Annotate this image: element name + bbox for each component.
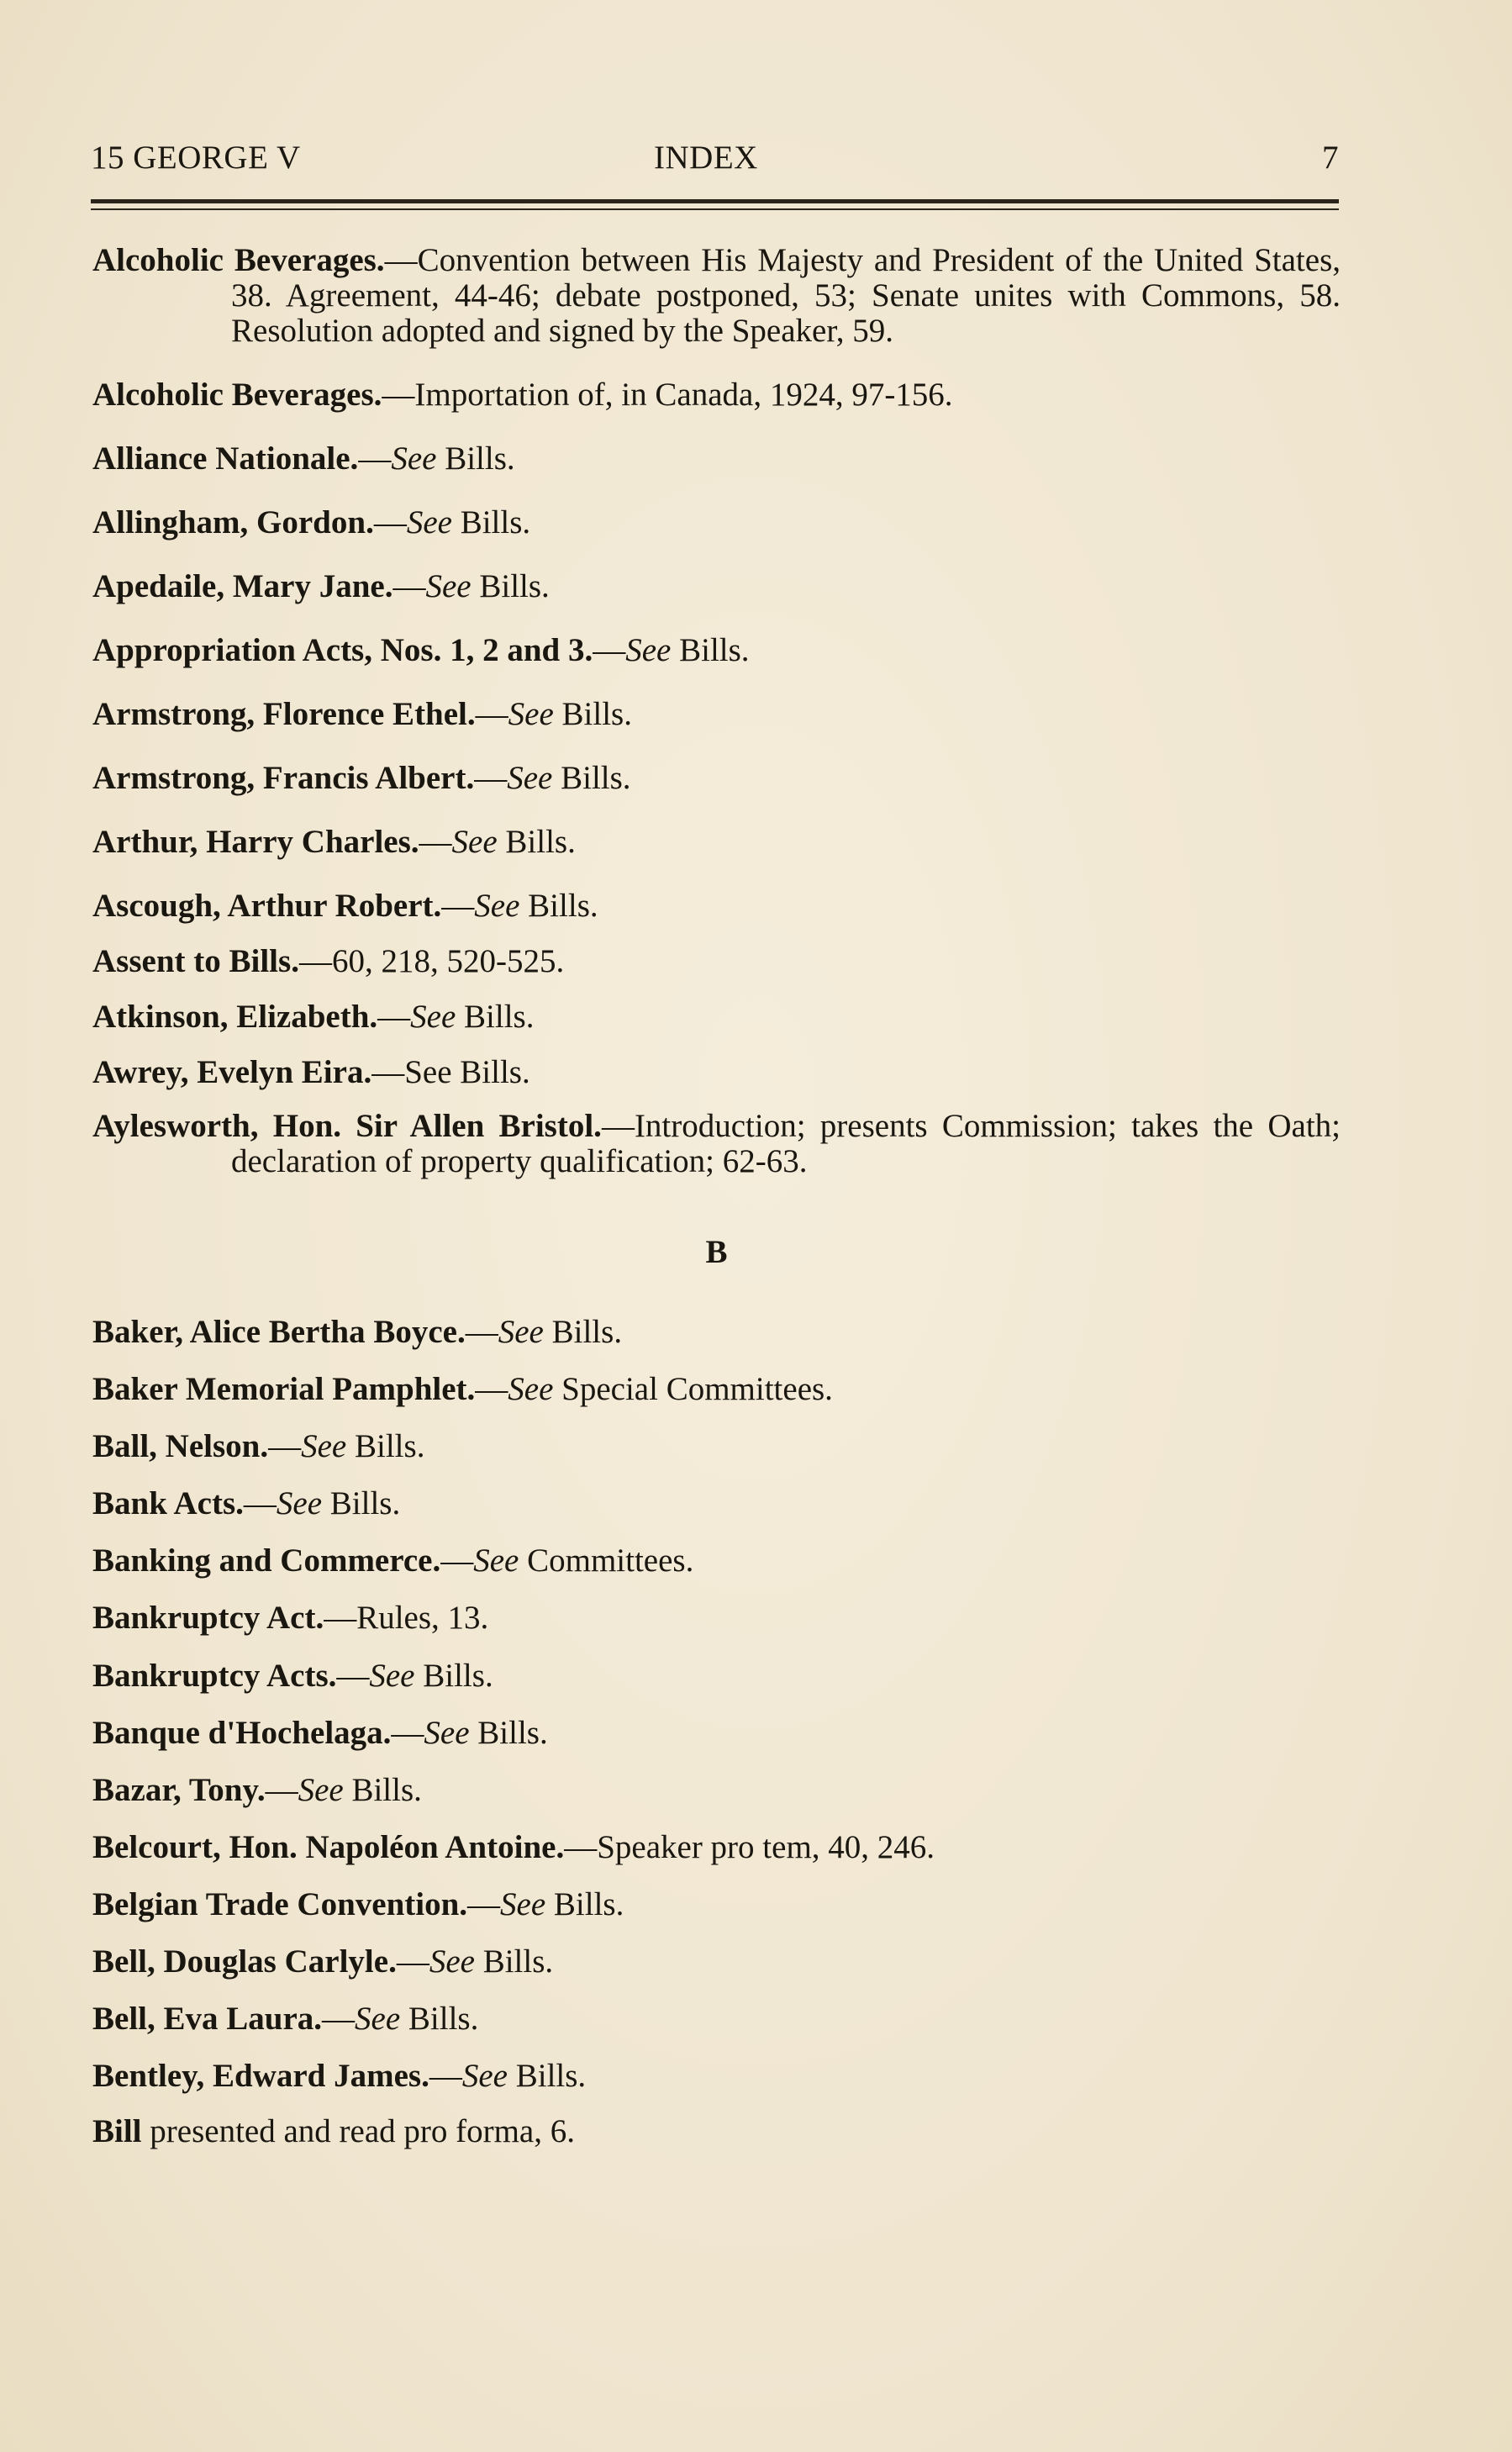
index-entry	[92, 1600, 1341, 1636]
entry-dash: —	[358, 440, 392, 477]
entry-text: Introduction; presents Commission; takes the Oath; declaration of property qualification; 62-63.	[231, 1108, 1341, 1179]
running-head-session: 15 GEORGE V	[91, 140, 301, 176]
entry-text: Bills.	[469, 1715, 548, 1751]
index-entry	[92, 441, 1341, 477]
page-number: 7	[1322, 140, 1339, 176]
entry-heading: Ball, Nelson.	[92, 1428, 269, 1464]
section-a-entries	[92, 243, 1341, 1179]
entry-heading: Baker Memorial Pamphlet.	[92, 1371, 476, 1407]
entry-dash: —	[371, 1054, 405, 1090]
entry-heading: Armstrong, Florence Ethel.	[92, 696, 476, 732]
see-reference: See	[410, 999, 456, 1035]
entry-text: presented and read pro forma, 6.	[141, 2113, 575, 2149]
index-entry	[92, 505, 1341, 540]
index-entry	[92, 1887, 1341, 1922]
entry-dash: —	[298, 943, 332, 979]
entry-dash: —	[392, 568, 426, 604]
see-reference: See	[355, 2001, 401, 2037]
entry-text: Bills.	[456, 999, 535, 1035]
entry-heading: Bell, Eva Laura.	[92, 2001, 323, 2037]
entry-dash: —	[419, 824, 452, 860]
entry-dash: —	[373, 504, 407, 540]
index-entry	[92, 999, 1341, 1035]
entry-dash: —	[467, 1886, 501, 1922]
see-reference: See	[425, 568, 472, 604]
entry-dash: —	[564, 1829, 598, 1865]
index-entry	[92, 569, 1341, 604]
entry-text: Bills.	[671, 632, 750, 668]
entry-heading: Alliance Nationale.	[92, 440, 359, 477]
entry-heading: Bell, Douglas Carlyle.	[92, 1943, 397, 1980]
entry-dash: —	[474, 760, 508, 796]
entry-text: Bills.	[497, 824, 576, 860]
running-head	[91, 139, 1339, 181]
entry-text: 60, 218, 520-525.	[331, 943, 565, 979]
see-reference: See	[451, 824, 498, 860]
index-entry	[92, 1830, 1341, 1865]
index-entry	[92, 1055, 1341, 1090]
entry-heading: Bentley, Edward James.	[92, 2058, 429, 2094]
entry-text: Bills.	[543, 1314, 623, 1350]
entry-dash: —	[601, 1108, 635, 1144]
entry-heading: Ascough, Arthur Robert.	[92, 888, 442, 924]
entry-text: Bills.	[414, 1658, 493, 1694]
index-entry	[92, 1486, 1341, 1521]
entry-dash: —	[429, 2058, 462, 2094]
index-entry	[92, 377, 1341, 413]
entry-heading: Alcoholic Beverages.	[92, 242, 385, 278]
entry-text: Bills.	[400, 2001, 479, 2037]
entry-dash: —	[382, 377, 415, 413]
entry-dash: —	[243, 1485, 277, 1521]
see-reference: See	[625, 632, 672, 668]
entry-text: Rules, 13.	[356, 1600, 489, 1636]
entry-heading: Awrey, Evelyn Eira.	[92, 1054, 372, 1090]
index-entry	[92, 889, 1341, 924]
see-reference: See	[508, 696, 554, 732]
index-entry	[92, 1543, 1341, 1579]
index-entry	[92, 1372, 1341, 1407]
see-reference: See	[391, 440, 437, 477]
see-reference: See	[301, 1428, 347, 1464]
entry-text: Bills.	[553, 696, 632, 732]
entry-text: Bills.	[519, 888, 598, 924]
entry-text: Bills.	[451, 504, 531, 540]
entry-dash: —	[465, 1314, 498, 1350]
entry-heading: Banking and Commerce.	[92, 1542, 441, 1579]
index-entry	[92, 2114, 1341, 2149]
see-reference: See	[298, 1772, 344, 1808]
entry-dash: —	[322, 2001, 356, 2037]
see-reference: See	[500, 1886, 546, 1922]
section-b-entries	[92, 1315, 1341, 2094]
entry-text: Bills.	[552, 760, 631, 796]
running-head-title: INDEX	[654, 140, 758, 176]
entry-heading: Belgian Trade Convention.	[92, 1886, 468, 1922]
entry-text: Importation of, in Canada, 1924, 97-156.	[414, 377, 953, 413]
entry-text: See Bills.	[404, 1054, 530, 1090]
entry-dash: —	[593, 632, 626, 668]
entry-text: Bills.	[507, 2058, 587, 2094]
entry-heading: Appropriation Acts, Nos. 1, 2 and 3.	[92, 632, 593, 668]
entry-dash: —	[324, 1600, 357, 1636]
entry-dash: —	[265, 1772, 298, 1808]
entry-text: Bills.	[343, 1772, 422, 1808]
entry-heading: Banque d'Hochelaga.	[92, 1715, 392, 1751]
index-entry	[92, 1716, 1341, 1751]
index-entry	[92, 825, 1341, 860]
see-reference: See	[369, 1658, 415, 1694]
index-entry	[92, 1944, 1341, 1980]
header-rule-thin	[91, 208, 1339, 210]
entry-text: Convention between His Majesty and President of the United States, 38. Agreement, 44-46; debate postponed, 53; Senate unites with Commons, 58. Resolution adopted and signed by the Speaker, 59.	[231, 242, 1341, 349]
entry-heading: Apedaile, Mary Jane.	[92, 568, 393, 604]
entry-heading: Assent to Bills.	[92, 943, 299, 979]
entry-dash: —	[396, 1943, 429, 1980]
entry-heading: Bill	[92, 2113, 142, 2149]
entry-heading: Atkinson, Elizabeth.	[92, 999, 378, 1035]
see-reference: See	[461, 2058, 508, 2094]
entry-dash: —	[268, 1428, 302, 1464]
entry-text: Bills.	[346, 1428, 425, 1464]
entry-text: Bills.	[471, 568, 550, 604]
index-entry	[92, 2001, 1341, 2037]
index-entry	[92, 2059, 1341, 2094]
entry-heading: Bankruptcy Act.	[92, 1600, 324, 1636]
index-entry	[92, 1109, 1341, 1179]
index-entry	[92, 944, 1341, 979]
index-entry	[92, 1773, 1341, 1808]
see-reference: See	[508, 1371, 554, 1407]
see-reference: See	[507, 760, 553, 796]
entry-text: Speaker pro tem, 40, 246.	[597, 1829, 935, 1865]
entry-heading: Alcoholic Beverages.	[92, 377, 382, 413]
entry-dash: —	[440, 1542, 474, 1579]
see-reference: See	[498, 1314, 544, 1350]
index-entry	[92, 1429, 1341, 1464]
entry-dash: —	[336, 1658, 370, 1694]
entry-dash: —	[391, 1715, 424, 1751]
see-reference: See	[473, 1542, 519, 1579]
entry-heading: Bankruptcy Acts.	[92, 1658, 337, 1694]
entry-heading: Bazar, Tony.	[92, 1772, 266, 1808]
see-reference: See	[424, 1715, 470, 1751]
index-entry	[92, 761, 1341, 796]
entry-dash: —	[384, 242, 418, 278]
index-entry	[92, 697, 1341, 732]
entry-heading: Bank Acts.	[92, 1485, 244, 1521]
entry-heading: Baker, Alice Bertha Boyce.	[92, 1314, 466, 1350]
entry-text: Special Committees.	[553, 1371, 833, 1407]
index-entries	[92, 243, 1341, 2149]
entry-dash: —	[475, 1371, 508, 1407]
index-entry	[92, 1315, 1341, 1350]
entry-dash: —	[475, 696, 508, 732]
see-reference: See	[429, 1943, 475, 1980]
entry-heading: Allingham, Gordon.	[92, 504, 374, 540]
entry-text: Bills.	[474, 1943, 554, 1980]
entry-text: Bills.	[322, 1485, 401, 1521]
see-reference: See	[406, 504, 452, 540]
entry-text: Committees.	[519, 1542, 694, 1579]
entry-text: Bills.	[545, 1886, 624, 1922]
index-entry	[92, 633, 1341, 668]
section-letter-b: B	[705, 1234, 728, 1270]
index-entry	[92, 1658, 1341, 1694]
see-reference: See	[474, 888, 520, 924]
header-rule-thick	[91, 199, 1339, 203]
entry-heading: Aylesworth, Hon. Sir Allen Bristol.	[92, 1108, 602, 1144]
entry-heading: Belcourt, Hon. Napoléon Antoine.	[92, 1829, 565, 1865]
index-entry	[92, 243, 1341, 349]
see-reference: See	[276, 1485, 323, 1521]
entry-dash: —	[377, 999, 411, 1035]
entry-text: Bills.	[436, 440, 515, 477]
entry-dash: —	[441, 888, 475, 924]
entry-heading: Arthur, Harry Charles.	[92, 824, 419, 860]
entry-heading: Armstrong, Francis Albert.	[92, 760, 475, 796]
